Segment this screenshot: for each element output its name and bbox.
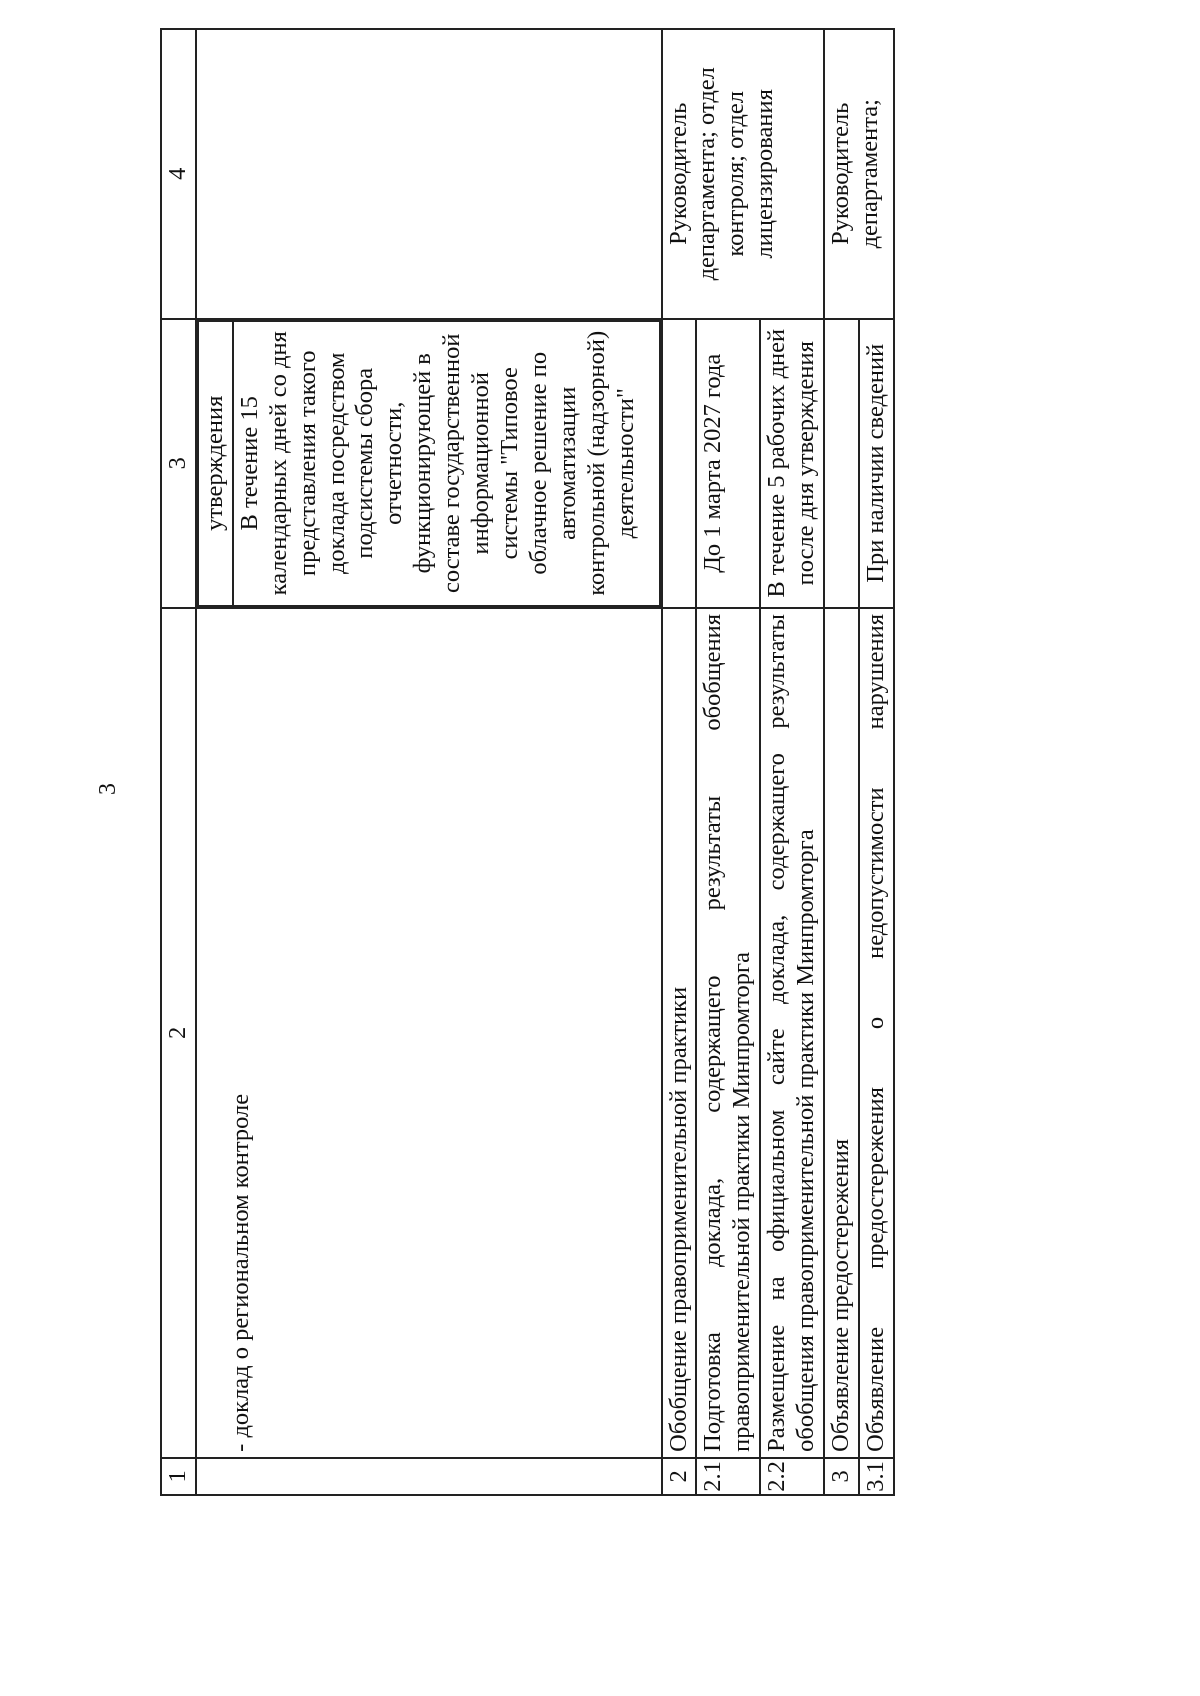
rotated-plan-table	[160, 28, 948, 1496]
section-3-number: 3	[824, 1458, 859, 1495]
section-2-title: Обобщение правоприменительной практики	[662, 608, 697, 1458]
item-2-2-term: В течение 5 рабочих дней после дня утверждения	[760, 319, 824, 608]
item-2-1-term: До 1 марта 2027 года	[696, 319, 760, 608]
item-3-1-number: 3.1	[859, 1458, 894, 1495]
table-row-section-3	[824, 29, 859, 1495]
item-3-1-term: При наличии сведений	[859, 319, 894, 608]
item-3-1-text: Объявление предостережения о недопустимости нарушения	[859, 608, 894, 1458]
cell-regional-report-responsible	[196, 29, 662, 319]
term-subtable	[197, 320, 661, 607]
table-row-regional-report	[196, 29, 662, 1495]
header-col-4: 4	[161, 29, 196, 319]
item-2-1-text: Подготовка доклада, содержащего результаты обобщения правоприменительной практики Минпромторга	[696, 608, 760, 1458]
item-2-2-number: 2.2	[760, 1458, 824, 1495]
cell-regional-report-term	[196, 319, 662, 608]
item-2-1-number: 2.1	[696, 1458, 760, 1495]
section-2-term-empty	[662, 319, 697, 608]
header-col-2: 2	[161, 608, 196, 1458]
header-col-1: 1	[161, 1458, 196, 1495]
section-3-term-empty	[824, 319, 859, 608]
table-row-section-2	[662, 29, 697, 1495]
page-number: 3	[95, 783, 121, 795]
term-bottom: В течение 15 календарных дней со дня представления такого доклада посредством подсистемы сбора отчетности, функционирующей в составе государственной информационной системы "Типовое облачное решение по автоматизации контрольной (надзорной) деятельности"	[233, 321, 660, 606]
header-col-3: 3	[161, 319, 196, 608]
plan-table	[160, 28, 895, 1496]
section-3-responsible: Руководитель департамента;	[824, 29, 894, 319]
table-header-row	[161, 29, 196, 1495]
cell-number-empty	[196, 1458, 662, 1495]
section-2-number: 2	[662, 1458, 697, 1495]
term-top: утверждения	[198, 321, 233, 606]
cell-regional-report-text: - доклад о региональном контроле	[196, 608, 662, 1458]
section-3-title: Объявление предостережения	[824, 608, 859, 1458]
item-2-2-text: Размещение на официальном сайте доклада, содержащего результаты обобщения правоприменительной практики Минпромторга	[760, 608, 824, 1458]
section-2-responsible: Руководитель департамента; отдел контроля; отдел лицензирования	[662, 29, 825, 319]
